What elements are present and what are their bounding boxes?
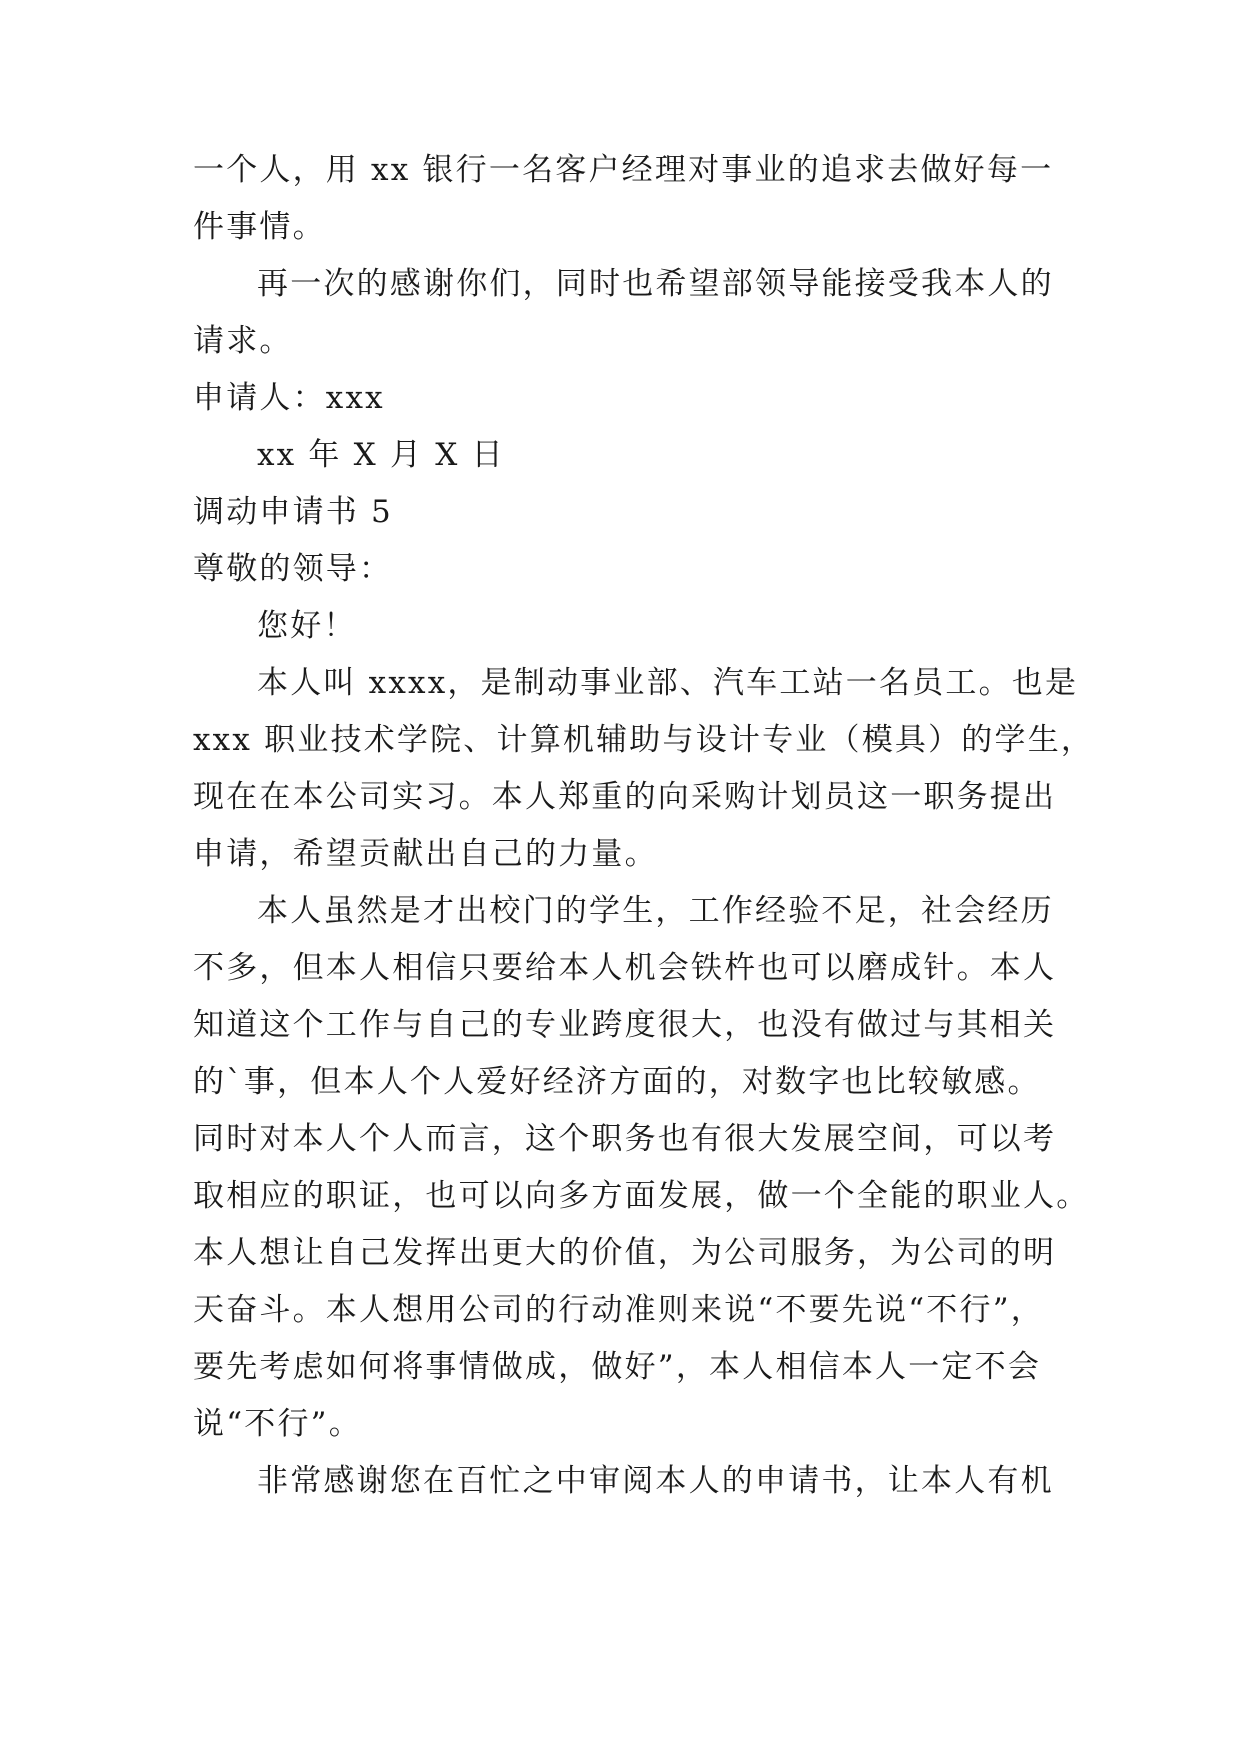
text-line: 同时对本人个人而言，这个职务也有很大发展空间，可以考 [193,1121,1057,1157]
signature-date: xx 年 X 月 X 日 [257,437,505,473]
text-line: 要先考虑如何将事情做成，做好”，本人相信本人一定不会 [193,1349,1042,1385]
text-line: 知道这个工作与自己的专业跨度很大，也没有做过与其相关 [193,1007,1057,1043]
text-line: 的`事，但本人个人爱好经济方面的，对数字也比较敏感。 [193,1064,1041,1100]
greeting: 您好！ [257,608,357,644]
section-heading: 调动申请书 5 [193,494,393,530]
salutation: 尊敬的领导： [193,551,393,587]
text-line: 件事情。 [193,209,326,245]
text-line: 非常感谢您在百忙之中审阅本人的申请书，让本人有机 [257,1463,1054,1499]
text-line: 本人叫 xxxx，是制动事业部、汽车工站一名员工。也是 [257,665,1079,701]
text-line: 天奋斗。本人想用公司的行动准则来说“不要先说“不行”， [193,1292,1044,1328]
text-line: 本人想让自己发挥出更大的价值，为公司服务，为公司的明 [193,1235,1057,1271]
text-line: 现在在本公司实习。本人郑重的向采购计划员这一职务提出 [193,779,1057,815]
text-line: 再一次的感谢你们，同时也希望部领导能接受我本人的 [257,266,1054,302]
signature-applicant: 申请人：xxx [193,380,385,416]
text-line: 不多，但本人相信只要给本人机会铁杵也可以磨成针。本人 [193,950,1057,986]
text-line: 说“不行”。 [193,1406,362,1442]
text-line: 请求。 [193,323,293,359]
text-line: 申请，希望贡献出自己的力量。 [193,836,658,872]
text-line: 本人虽然是才出校门的学生，工作经验不足，社会经历 [257,893,1054,929]
text-line: 一个人，用 xx 银行一名客户经理对事业的追求去做好每一 [193,152,1054,188]
text-line: 取相应的职证，也可以向多方面发展，做一个全能的职业人。 [193,1178,1090,1214]
text-line: xxx 职业技术学院、计算机辅助与设计专业（模具）的学生， [193,722,1095,758]
